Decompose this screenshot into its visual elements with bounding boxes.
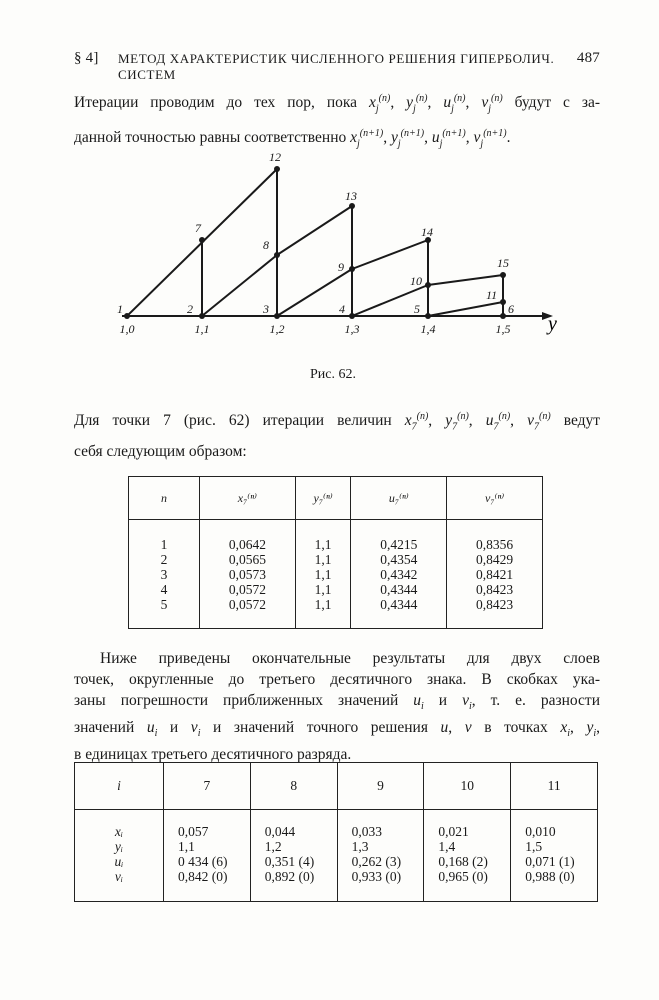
para-point-7: Для точки 7 (рис. 62) итерации величин $x_7^{(n)}$, $y_7^{(n)}$, $u_7^{(n)}$, $v_7^{(n)}$ ведут себя следующим образом: bbox=[74, 404, 600, 464]
intro-text-1: Итерации проводим до тех пор, пока bbox=[74, 94, 358, 112]
para2-line1: Для точки 7 (рис. 62) итерации величин bbox=[74, 412, 392, 430]
table-row bbox=[75, 810, 598, 840]
point-15 bbox=[500, 272, 506, 278]
cell: 0,8423 bbox=[447, 582, 543, 597]
point-label: 9 bbox=[338, 260, 344, 274]
point-4 bbox=[349, 313, 355, 319]
row-label: xᵢ bbox=[75, 810, 164, 840]
cell: 1,1 bbox=[295, 520, 351, 553]
tick-label: 1,1 bbox=[194, 322, 210, 336]
cell: 1,1 bbox=[295, 582, 351, 597]
point-7 bbox=[199, 237, 205, 243]
line-8-13 bbox=[277, 206, 352, 255]
cell: 0,4342 bbox=[351, 567, 447, 582]
cell: 0,965 (0) bbox=[424, 869, 511, 902]
point-8 bbox=[274, 252, 280, 258]
cell: 1,4 bbox=[424, 839, 511, 854]
cell: 0,0572 bbox=[200, 597, 296, 629]
table-row bbox=[75, 839, 598, 854]
cell: 0 434 (6) bbox=[164, 854, 251, 869]
table-row bbox=[129, 582, 543, 597]
cell: 3 bbox=[129, 567, 200, 582]
tick-label: 1,0 bbox=[119, 322, 135, 336]
table-row bbox=[129, 520, 543, 553]
cell: 0,4354 bbox=[351, 552, 447, 567]
intro-text-3: данной точностью равны соответственно bbox=[74, 129, 347, 147]
tick-label: 1,2 bbox=[269, 322, 285, 336]
table-header-row bbox=[129, 477, 543, 520]
cell: 5 bbox=[129, 597, 200, 629]
point-1 bbox=[124, 313, 130, 319]
cell: 0,8429 bbox=[447, 552, 543, 567]
running-header bbox=[74, 50, 600, 82]
characteristics-grid-figure bbox=[110, 145, 570, 355]
col-header: 10 bbox=[424, 763, 511, 810]
cell: 0,988 (0) bbox=[511, 869, 598, 902]
point-label: 7 bbox=[195, 221, 201, 235]
axis-label-y: y bbox=[548, 313, 557, 335]
cell: 1,3 bbox=[337, 839, 424, 854]
cell: 0,010 bbox=[511, 810, 598, 840]
point-label: 12 bbox=[269, 150, 281, 164]
point-11 bbox=[500, 299, 506, 305]
results-paragraph: Ниже приведены окончательные результаты для двух слоев точек, округленные до третьего десятичного знака. В скобках ука- заны погрешности приближенных значений $u_i$ и $v_i$, т. е. разности значений $u_i$ и $v_i$ и значений точного решения u, v в точках $x_i$, $y_i$, в единицах третьего десятичного разряда. bbox=[74, 650, 600, 764]
point-9 bbox=[349, 266, 355, 272]
cell: 0,168 (2) bbox=[424, 854, 511, 869]
tick-label: 1,3 bbox=[344, 322, 360, 336]
cell: 0,071 (1) bbox=[511, 854, 598, 869]
col-header: x₇⁽ⁿ⁾ bbox=[200, 477, 296, 520]
point-label: 14 bbox=[421, 225, 433, 239]
row-label: yᵢ bbox=[75, 839, 164, 854]
point-6 bbox=[500, 313, 506, 319]
cell: 1 bbox=[129, 520, 200, 553]
intro-text-2: будут с за- bbox=[514, 94, 601, 112]
point-2 bbox=[199, 313, 205, 319]
point-label: 5 bbox=[414, 302, 420, 316]
cell: 0,0565 bbox=[200, 552, 296, 567]
cell: 0,933 (0) bbox=[337, 869, 424, 902]
cell: 0,4344 bbox=[351, 582, 447, 597]
cell: 1,1 bbox=[164, 839, 251, 854]
row-label: vᵢ bbox=[75, 869, 164, 902]
cell: 0,8356 bbox=[447, 520, 543, 553]
table-row bbox=[129, 597, 543, 629]
cell: 0,021 bbox=[424, 810, 511, 840]
line-10-15 bbox=[428, 275, 503, 285]
cell: 1,1 bbox=[295, 567, 351, 582]
cell: 4 bbox=[129, 582, 200, 597]
results-table bbox=[74, 762, 598, 902]
running-title: МЕТОД ХАРАКТЕРИСТИК ЧИСЛЕННОГО РЕШЕНИЯ ГИПЕРБОЛИЧ. СИСТЕМ bbox=[118, 51, 555, 82]
point-label: 4 bbox=[339, 302, 345, 316]
table-row bbox=[129, 552, 543, 567]
table-header-row bbox=[75, 763, 598, 810]
line-5-11 bbox=[428, 302, 503, 316]
point-label: 1 bbox=[117, 302, 123, 316]
point-label: 10 bbox=[410, 274, 422, 288]
point-3 bbox=[274, 313, 280, 319]
cell: 1,2 bbox=[250, 839, 337, 854]
point-label: 6 bbox=[508, 302, 514, 316]
para2-line2: себя следующим образом: bbox=[74, 443, 247, 461]
point-label: 15 bbox=[497, 256, 509, 270]
tick-label: 1,4 bbox=[420, 322, 436, 336]
cell: 0,0573 bbox=[200, 567, 296, 582]
tick-label: 1,5 bbox=[495, 322, 511, 336]
intro-paragraph: Итерации проводим до тех пор, пока $x_j^{(n)}$, $y_j^{(n)}$, $u_j^{(n)}$, $v_j^{(n)}$ будут с за- данной точностью равны соответственно $x_j^{(n+1)}$, $y_j^{(n+1)}$, $u_j^{(n+1)}$, $v_j^{(n+1)}$. bbox=[74, 93, 601, 150]
cell: 0,351 (4) bbox=[250, 854, 337, 869]
col-header: v₇⁽ⁿ⁾ bbox=[447, 477, 543, 520]
cell: 1,1 bbox=[295, 552, 351, 567]
figure-points bbox=[124, 166, 506, 319]
point-13 bbox=[349, 203, 355, 209]
iteration-table bbox=[128, 476, 543, 629]
point-label: 8 bbox=[263, 238, 269, 252]
point-label: 2 bbox=[187, 302, 193, 316]
col-header: 8 bbox=[250, 763, 337, 810]
page-number: 487 bbox=[576, 50, 600, 66]
col-header: 9 bbox=[337, 763, 424, 810]
cell: 2 bbox=[129, 552, 200, 567]
row-label: uᵢ bbox=[75, 854, 164, 869]
point-5 bbox=[425, 313, 431, 319]
line-9-14 bbox=[352, 240, 428, 269]
cell: 0,262 (3) bbox=[337, 854, 424, 869]
cell: 0,842 (0) bbox=[164, 869, 251, 902]
cell: 0,4215 bbox=[351, 520, 447, 553]
col-header: y₇⁽ⁿ⁾ bbox=[295, 477, 351, 520]
col-header: n bbox=[129, 477, 200, 520]
cell: 0,8423 bbox=[447, 597, 543, 629]
cell: 0,892 (0) bbox=[250, 869, 337, 902]
cell: 0,033 bbox=[337, 810, 424, 840]
cell: 0,4344 bbox=[351, 597, 447, 629]
para2-line1-end: ведут bbox=[563, 412, 601, 430]
figure-caption: Рис. 62. bbox=[310, 367, 356, 382]
cell: 0,044 bbox=[250, 810, 337, 840]
table-row bbox=[75, 869, 598, 902]
cell: 0,057 bbox=[164, 810, 251, 840]
col-header: u₇⁽ⁿ⁾ bbox=[351, 477, 447, 520]
point-10 bbox=[425, 282, 431, 288]
x-tick-labels bbox=[120, 322, 511, 336]
table-row bbox=[75, 854, 598, 869]
section-ref: § 4] bbox=[74, 50, 99, 66]
corner-header: i bbox=[75, 763, 164, 810]
cell: 0,0572 bbox=[200, 582, 296, 597]
cell: 1,5 bbox=[511, 839, 598, 854]
table-row bbox=[129, 567, 543, 582]
col-header: 7 bbox=[164, 763, 251, 810]
point-label: 11 bbox=[486, 288, 498, 302]
point-label: 3 bbox=[263, 302, 269, 316]
col-header: 11 bbox=[511, 763, 598, 810]
cell: 0,8421 bbox=[447, 567, 543, 582]
cell: 1,1 bbox=[295, 597, 351, 629]
cell: 0,0642 bbox=[200, 520, 296, 553]
point-12 bbox=[274, 166, 280, 172]
point-label: 13 bbox=[345, 189, 357, 203]
